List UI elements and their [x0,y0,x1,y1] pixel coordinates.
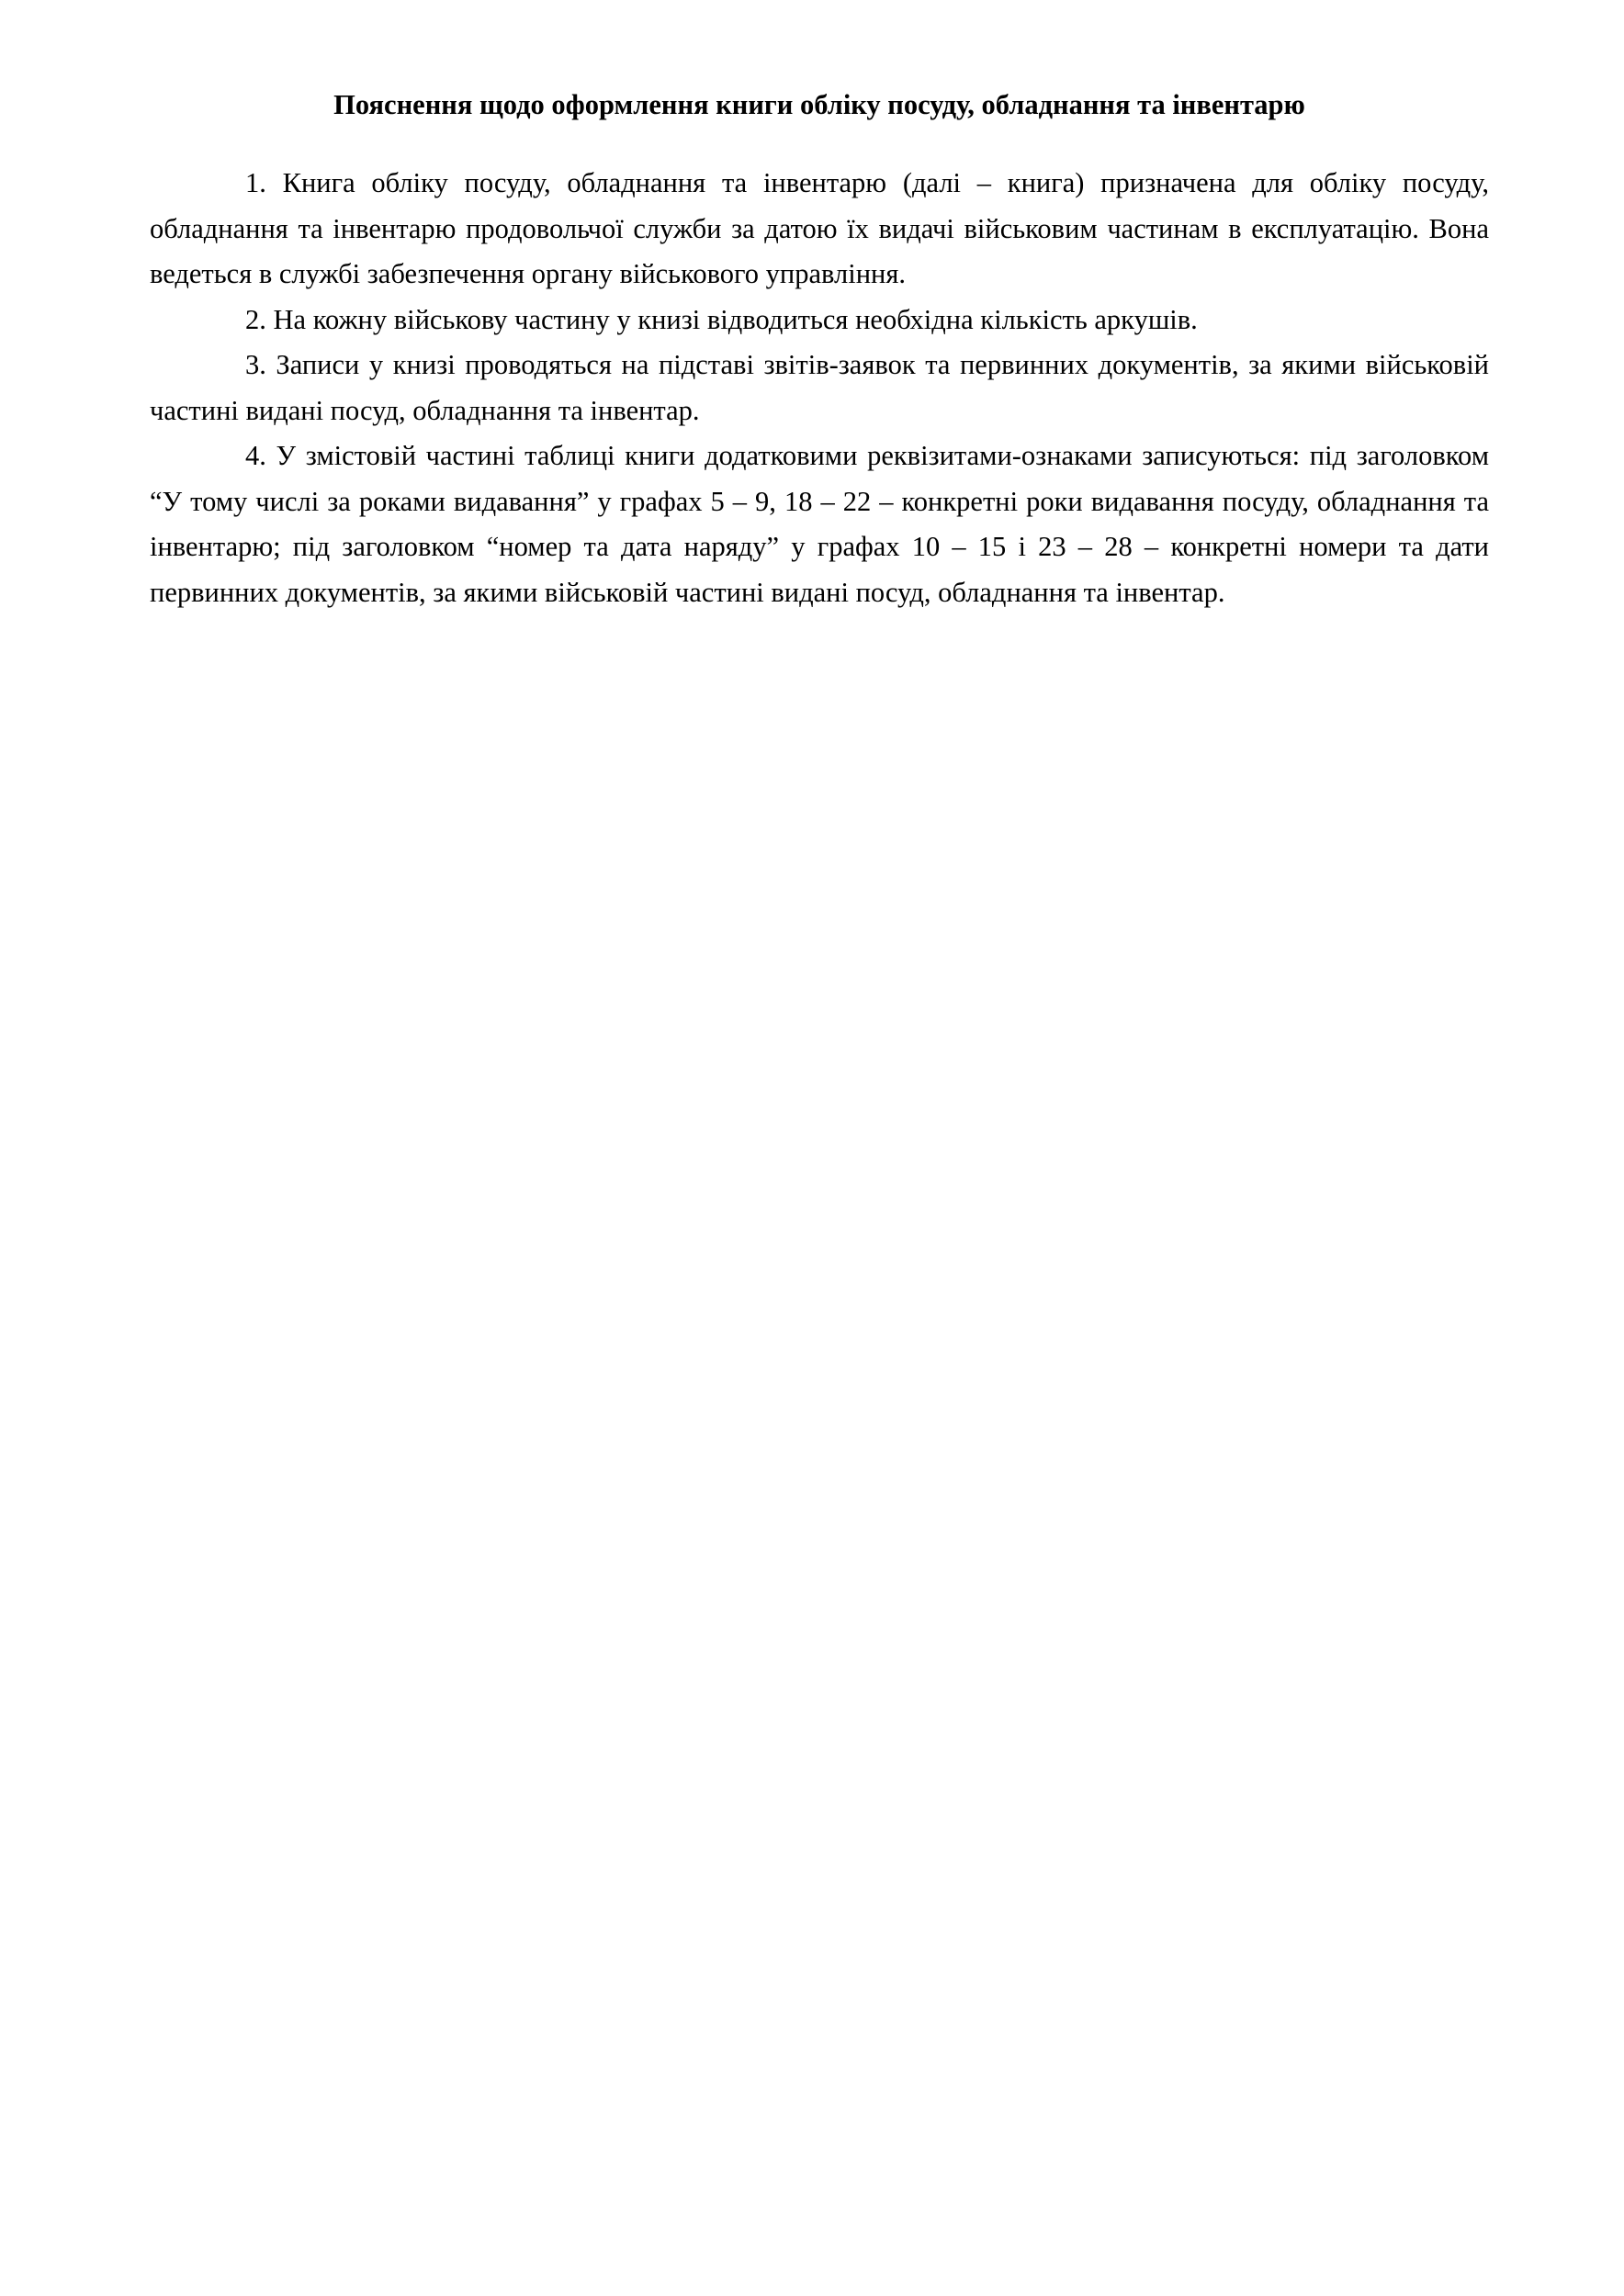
page-title: Пояснення щодо оформлення книги обліку посуду, обладнання та інвентарю [333,89,1305,120]
paragraph-2: 2. На кожну військову частину у книзі відводиться необхідна кількість аркушів. [245,303,1198,335]
paragraph-4: 4. У змістовій частині таблиці книги додатковими реквізитами-ознаками записуються: під заголовком “У тому числі за роками видавання” у графах 5 – 9, 18 – 22 – конкретні роки видавання посуду, обладнання та інвентарю; під заголовком “номер та дата наряду” у графах 10 – 15 і 23 – 28 – конкретні номери та дати первинних документів, за якими військовій частині видані посуд, обладнання та інвентар. [150,440,1489,608]
document-body [150,88,1489,615]
paragraph-1: 1. Книга обліку посуду, обладнання та інвентарю (далі – книга) призначена для обліку посуду, обладнання та інвентарю продовольчої служби за датою їх видачі військовим частинам в експлуатацію. Вона ведеться в службі забезпечення органу військового управління. [150,167,1489,290]
paragraph-3: 3. Записи у книзі проводяться на підставі звітів-заявок та первинних документів, за якими військовій частині видані посуд, обладнання та інвентар. [150,349,1489,426]
